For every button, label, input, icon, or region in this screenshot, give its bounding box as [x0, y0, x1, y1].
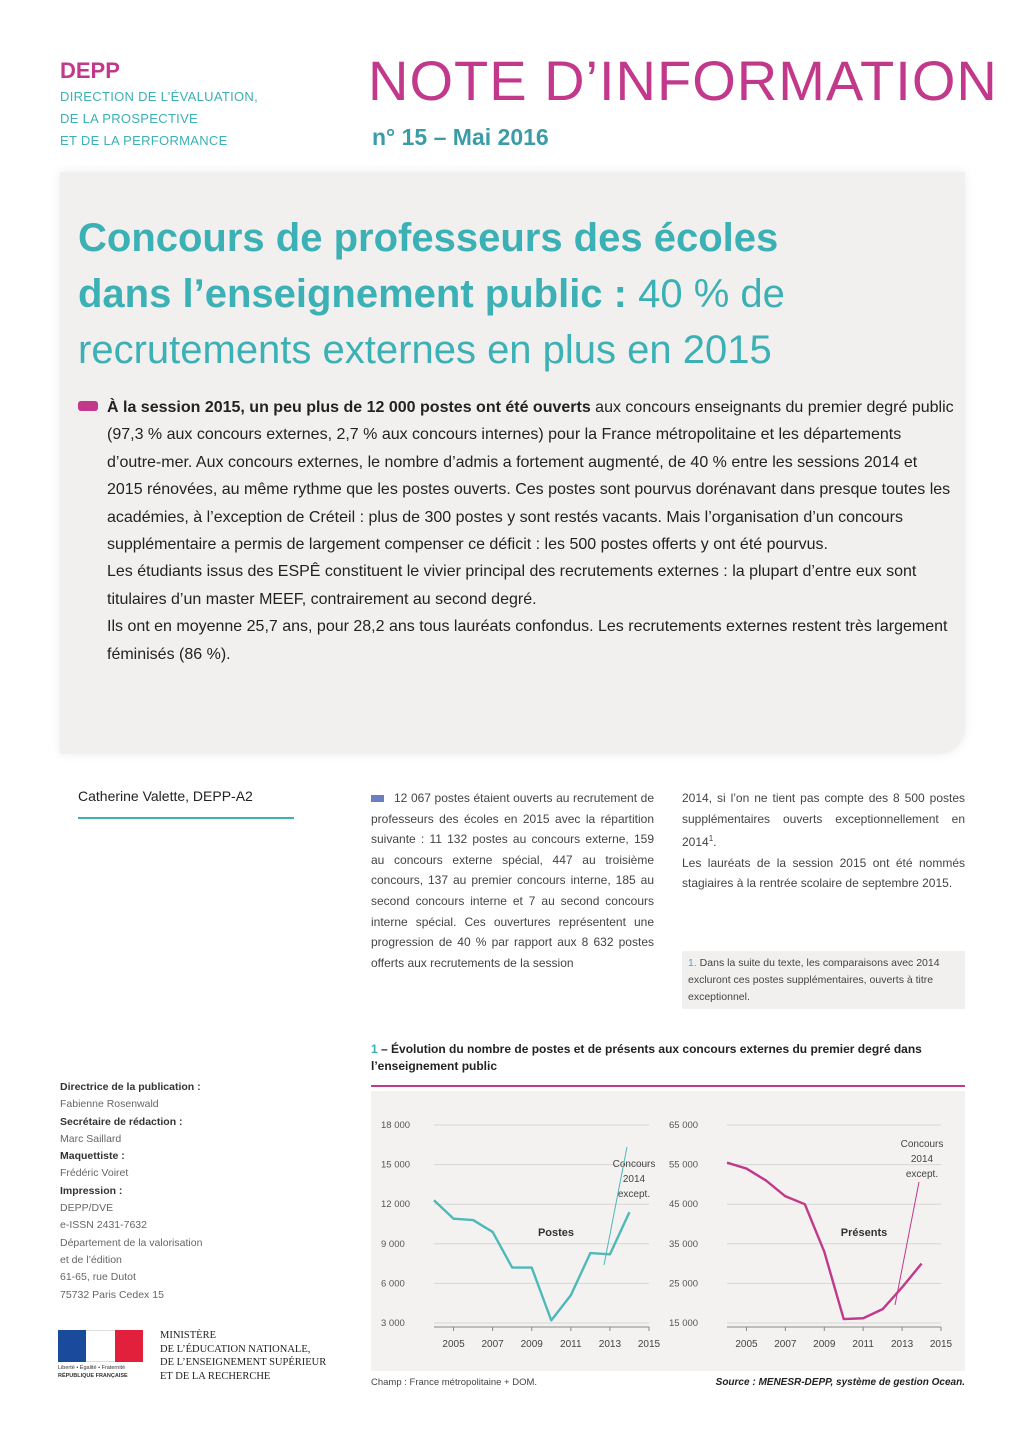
- x-tick-label: 2009: [520, 1339, 543, 1350]
- y-tick-label: 12 000: [381, 1199, 411, 1211]
- figure-title: [371, 1041, 965, 1075]
- org-line-3: ET DE LA PERFORMANCE: [60, 133, 228, 148]
- org-line-2: DE LA PROSPECTIVE: [60, 111, 199, 126]
- colophon-value: DEPP/DVE: [60, 1202, 114, 1215]
- colophon-label: Impression :: [60, 1184, 123, 1197]
- y-tick-label: 6 000: [381, 1278, 405, 1290]
- body-col1-text: 12 067 postes étaient ouverts au recrutement de professeurs des écoles en 2015 avec la répartition suivante : 11 132 postes au concours externe, 159 au concours externe spécial, 447 au troisième concours, 137 au premier concours interne, 185 au second concours interne et 7 au second concours interne spécial. Ces ouvertures représentent une progression de 40 % par rapport aux 8 632 postes offerts aux recrutements de la session: [371, 791, 654, 970]
- y-tick-label: 9 000: [381, 1238, 405, 1250]
- body-column-1: [371, 788, 654, 973]
- lead-text: [107, 394, 957, 668]
- colophon: [60, 1079, 260, 1304]
- y-tick-label: 55 000: [669, 1159, 699, 1171]
- ministry-name: [160, 1329, 326, 1384]
- org-line-1: DIRECTION DE L’ÉVALUATION,: [60, 89, 259, 104]
- x-tick-label: 2011: [852, 1339, 874, 1350]
- lead-paragraph-3: Ils ont en moyenne 25,7 ans, pour 28,2 ans tous lauréats confondus. Les recrutements externes restent très largement féminisés (86 %).: [107, 618, 948, 663]
- x-tick-label: 2015: [637, 1339, 661, 1350]
- y-tick-label: 25 000: [669, 1278, 699, 1290]
- colophon-label: Directrice de la publication :: [60, 1081, 201, 1093]
- headline-line-3: recrutements externes en plus en 2015: [78, 328, 772, 372]
- lead-rest: aux concours enseignants du premier degré public (97,3 % aux concours externes, 2,7 % aux concours internes) pour la France métropolitaine et les départements d’outre-mer. Aux concours externes, le nombre d’admis a fortement augmenté, de 40 % entre les sessions 2014 et 2015 rénovées, au même rythme que les postes ouverts. Ces postes sont pourvus dorénavant dans presque toutes les académies, à l’exception de Créteil : plus de 300 postes y sont restés vacants. Mais l’organisation d’un concours supplémentaire a permis de largement compenser ce déficit : les 500 postes offerts y ont été pourvus.: [107, 399, 954, 554]
- colophon-line: e-ISSN 2431-7632: [60, 1219, 147, 1232]
- x-tick-label: 2005: [735, 1339, 758, 1350]
- headline-line-1: Concours de professeurs des écoles: [78, 216, 779, 260]
- figure-source: Source : MENESR-DEPP, système de gestion Ocean.: [715, 1377, 965, 1388]
- lead-paragraph-2: Les étudiants issus des ESPÊ constituent le vivier principal des recrutements externes : la plupart d’entre eux sont titulaires d’un master MEEF, contrairement au second degré.: [107, 563, 917, 608]
- colophon-value: Fabienne Rosenwald: [60, 1098, 159, 1111]
- x-tick-label: 2013: [890, 1339, 914, 1350]
- footnote-text: Dans la suite du texte, les comparaisons avec 2014 excluront ces postes supplémentaires, ouverts à titre exceptionnel.: [688, 957, 940, 1003]
- body-column-2: [682, 788, 965, 894]
- colophon-value: Frédéric Voiret: [60, 1167, 129, 1180]
- ministry-line-2: DE L’ÉDUCATION NATIONALE,: [160, 1343, 311, 1355]
- x-tick-label: 2007: [481, 1339, 504, 1350]
- author-underline: [78, 817, 294, 819]
- x-tick-label: 2013: [598, 1339, 622, 1350]
- y-tick-label: 18 000: [381, 1120, 411, 1131]
- y-tick-label: 15 000: [669, 1318, 699, 1329]
- footnote-number: 1.: [688, 957, 697, 969]
- series-line: [434, 1200, 629, 1320]
- annotation-text: except.: [905, 1169, 939, 1180]
- publication-title: NOTE D’INFORMATION: [368, 49, 998, 112]
- x-tick-label: 2011: [560, 1339, 582, 1350]
- series-line: [727, 1163, 922, 1319]
- annotation-text: 2014: [622, 1174, 646, 1185]
- body-col2-text-a: 2014, si l’on ne tient pas compte des 8 500 postes supplémentaires ouverts exceptionnellement en 2014: [682, 791, 965, 850]
- annotation-text: Concours: [612, 1159, 656, 1170]
- depp-logo-text: DEPP: [60, 58, 120, 83]
- figure-title-text: – Évolution du nombre de postes et de présents aux concours externes du premier degré dans l’enseignement public: [371, 1042, 922, 1073]
- series-label: Postes: [537, 1227, 575, 1239]
- colophon-line: 75732 Paris Cedex 15: [60, 1288, 164, 1301]
- lead-bullet-icon: [78, 401, 98, 411]
- figure-scope-note: Champ : France métropolitaine + DOM.: [371, 1377, 538, 1388]
- colophon-line: 61-65, rue Dutot: [60, 1271, 136, 1284]
- annotation-text: 2014: [910, 1154, 934, 1165]
- y-tick-label: 35 000: [669, 1238, 699, 1250]
- paragraph-marker-icon: [371, 795, 384, 802]
- footnote: [688, 955, 960, 1006]
- footnote-ref[interactable]: 1: [708, 834, 714, 844]
- annotation-text: except.: [617, 1189, 651, 1200]
- marianne-flag-logo: [58, 1330, 143, 1362]
- colophon-label: Maquettiste :: [60, 1150, 125, 1163]
- issue-number: n° 15 – Mai 2016: [372, 124, 549, 150]
- headline-line-2-rest: 40 % de: [626, 272, 785, 316]
- annotation-text: Concours: [900, 1139, 944, 1150]
- chart-postes: [371, 1105, 667, 1367]
- chart-presents: [667, 1105, 965, 1367]
- y-tick-label: 45 000: [669, 1199, 699, 1211]
- motto-text: Liberté • Égalité • Fraternité: [58, 1365, 126, 1371]
- colophon-line: et de l’édition: [60, 1253, 122, 1266]
- colophon-label: Secrétaire de rédaction :: [60, 1115, 183, 1128]
- flag-red-stripe: [115, 1330, 143, 1362]
- y-tick-label: 65 000: [669, 1120, 699, 1131]
- figure-top-rule: [371, 1085, 965, 1087]
- colophon-line: Département de la valorisation: [60, 1236, 203, 1249]
- ministry-line-1: MINISTÈRE: [160, 1330, 216, 1341]
- series-label: Présents: [840, 1227, 888, 1239]
- headline-line-2-bold: dans l’enseignement public :: [78, 272, 627, 316]
- republic-name: RÉPUBLIQUE FRANÇAISE: [58, 1373, 128, 1379]
- x-tick-label: 2005: [442, 1339, 465, 1350]
- colophon-value: Marc Saillard: [60, 1132, 122, 1145]
- republic-motto: [58, 1364, 148, 1380]
- x-tick-label: 2007: [774, 1339, 797, 1350]
- y-tick-label: 3 000: [381, 1318, 405, 1329]
- body-col2-paragraph-2: Les lauréats de la session 2015 ont été nommés stagiaires à la rentrée scolaire de septembre 2015.: [682, 855, 965, 891]
- y-tick-label: 15 000: [381, 1159, 411, 1171]
- x-tick-label: 2015: [929, 1339, 953, 1350]
- flag-white-stripe: [86, 1330, 115, 1362]
- x-tick-label: 2009: [813, 1339, 836, 1350]
- lead-bold: À la session 2015, un peu plus de 12 000 postes ont été ouverts: [107, 399, 591, 416]
- author: Catherine Valette, DEPP-A2: [78, 788, 253, 804]
- headline: [78, 210, 958, 378]
- ministry-line-4: ET DE LA RECHERCHE: [160, 1371, 271, 1383]
- ministry-line-3: DE L’ENSEIGNEMENT SUPÉRIEUR: [160, 1357, 327, 1369]
- flag-blue-stripe: [58, 1330, 86, 1362]
- figure-number: 1: [371, 1042, 378, 1056]
- body-col2-text-b: .: [713, 835, 717, 850]
